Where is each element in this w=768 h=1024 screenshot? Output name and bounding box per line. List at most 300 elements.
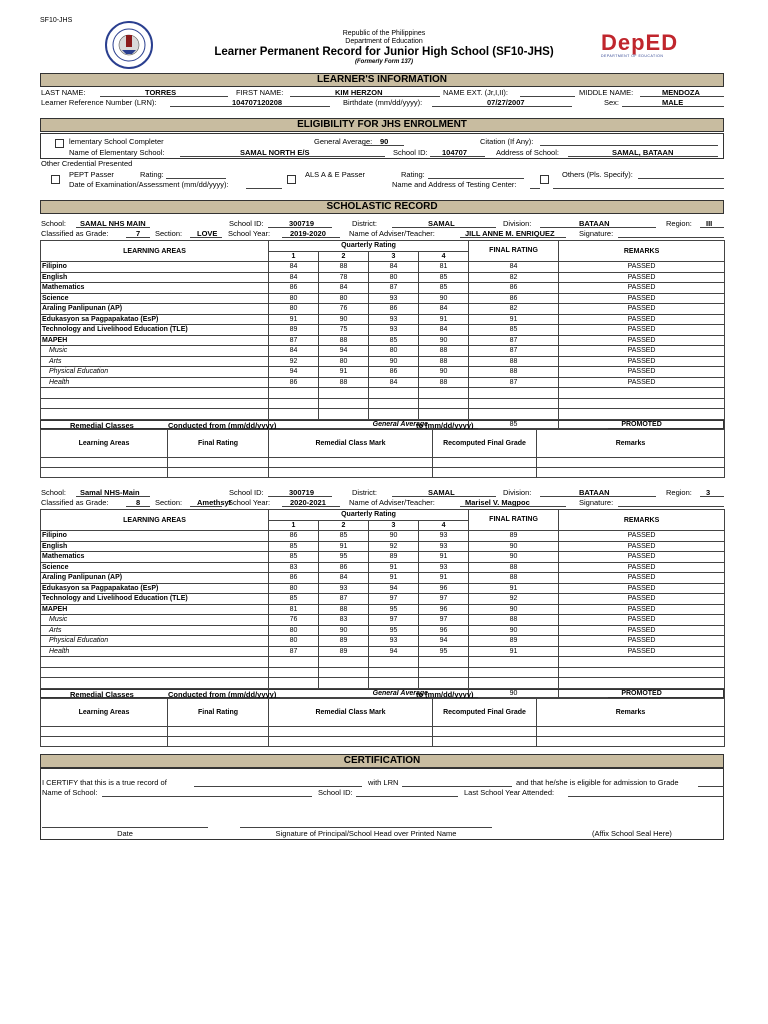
subject-name: MAPEH bbox=[41, 604, 269, 615]
subject-name: Music bbox=[41, 615, 269, 626]
quarter-grade: 88 bbox=[319, 262, 369, 273]
exam-date-label: Date of Examination/Assessment (mm/dd/yyyy): bbox=[69, 180, 229, 189]
quarter-grade: 78 bbox=[319, 272, 369, 283]
subject-name: Technology and Livelihood Education (TLE) bbox=[41, 594, 269, 605]
lrn-label: Learner Reference Number (LRN): bbox=[41, 98, 157, 107]
subject-name: Arts bbox=[41, 625, 269, 636]
lrn-value: 104707120208 bbox=[232, 98, 283, 107]
final-grade: 86 bbox=[469, 293, 559, 304]
region-value: 3 bbox=[706, 488, 711, 497]
middle-name-label: MIDDLE NAME: bbox=[579, 88, 634, 97]
eligibility-header: ELIGIBILITY FOR JHS ENROLMENT bbox=[40, 118, 724, 132]
final-grade: 88 bbox=[469, 356, 559, 367]
subject-name: Mathematics bbox=[41, 283, 269, 294]
school-id-value: 300719 bbox=[289, 219, 315, 228]
elem-school-label: Name of Elementary School: bbox=[69, 148, 165, 157]
quarter-grade: 95 bbox=[319, 552, 369, 563]
testing-center-label: Name and Address of Testing Center: bbox=[392, 180, 517, 189]
middle-name-value: MENDOZA bbox=[662, 88, 700, 97]
school-value: SAMAL NHS MAIN bbox=[80, 219, 146, 228]
grade-row bbox=[41, 283, 725, 294]
pept-label: PEPT Passer bbox=[69, 170, 114, 179]
last-sy-label: Last School Year Attended: bbox=[464, 788, 555, 797]
grades-table: LEARNING AREAS Quarterly Rating FINAL RATING REMARKS 1 2 3 4 Filipino 84 88 84 81 84 PASSED English 84 78 80 85 82 PASSED Mathematics 86 84 87 85 86 PASSED Science 80 80 93 90 86 PASSED Araling Panlipunan (AP) 80 76 86 84 82 PASSED Edukasyon sa Pagpapakatao (EsP) 91 90 93 91 91 PASSED Technology and Livelihood Education (TLE) 89 75 93 84 85 PASSED MAPEH 87 88 85 90 87 PASSED Music 84 94 80 88 87 PASSED Arts 92 80 90 88 88 PASSED Physical Education 94 91 86 90 88 PASSED Health 86 88 84 88 87 PASSED General Average 85 PROMOTED bbox=[40, 240, 725, 430]
quarter-grade: 91 bbox=[369, 573, 419, 584]
general-average-value: 85 bbox=[469, 419, 559, 430]
grade-row bbox=[41, 636, 725, 647]
final-grade: 88 bbox=[469, 562, 559, 573]
school-label: School: bbox=[41, 488, 67, 497]
quarter-grade: 81 bbox=[419, 262, 469, 273]
to-label: to (mm/dd/yyyy) bbox=[416, 690, 474, 699]
quarter-grade: 87 bbox=[269, 646, 319, 657]
school-seal-label: (Affix School Seal Here) bbox=[592, 829, 672, 838]
quarter-grade: 86 bbox=[269, 573, 319, 584]
remedial-table: Learning Areas Final Rating Remedial Class Mark Recomputed Final Grade Remarks bbox=[40, 429, 725, 478]
quarter-grade: 92 bbox=[369, 541, 419, 552]
quarter-grade: 93 bbox=[369, 293, 419, 304]
final-grade: 90 bbox=[469, 625, 559, 636]
subject-name: Science bbox=[41, 562, 269, 573]
with-lrn-text: with LRN bbox=[368, 778, 399, 787]
subject-remarks: PASSED bbox=[559, 325, 725, 336]
quarter-grade: 88 bbox=[319, 335, 369, 346]
final-grade: 90 bbox=[469, 604, 559, 615]
quarter-grade: 93 bbox=[419, 562, 469, 573]
final-grade: 82 bbox=[469, 304, 559, 315]
quarter-grade: 85 bbox=[269, 594, 319, 605]
subject-remarks: PASSED bbox=[559, 541, 725, 552]
grade-row bbox=[41, 573, 725, 584]
quarter-grade: 86 bbox=[269, 377, 319, 388]
learner-info-header: LEARNER'S INFORMATION bbox=[40, 73, 724, 87]
quarter-grade: 93 bbox=[419, 541, 469, 552]
grades-table: LEARNING AREAS Quarterly Rating FINAL RATING REMARKS 1 2 3 4 Filipino 86 85 90 93 89 PASSED English 85 91 92 93 90 PASSED Mathematics 85 95 89 91 90 PASSED Science 83 86 91 93 88 PASSED Araling Panlipunan (AP) 86 84 91 91 88 PASSED Edukasyon sa Pagpapakatao (EsP) 80 93 94 96 91 PASSED Technology and Livelihood Education (TLE) 85 87 97 97 92 PASSED MAPEH 81 88 95 96 90 PASSED Music 76 83 97 97 88 PASSED Arts 80 90 95 96 90 PASSED Physical Education 80 89 93 94 89 PASSED Health 87 89 94 95 91 PASSED General Average 90 PROMOTED bbox=[40, 509, 725, 699]
school-id-label: School ID: bbox=[393, 148, 428, 157]
quarter-grade: 84 bbox=[369, 262, 419, 273]
final-grade: 92 bbox=[469, 594, 559, 605]
form-subtitle: (Formerly Form 137) bbox=[354, 59, 414, 65]
others-checkbox[interactable] bbox=[540, 175, 549, 184]
general-average-value: 90 bbox=[469, 688, 559, 699]
region-label: Region: bbox=[666, 219, 692, 228]
quarter-grade: 90 bbox=[369, 531, 419, 542]
final-grade: 91 bbox=[469, 583, 559, 594]
grade-row bbox=[41, 604, 725, 615]
conducted-label: Conducted from (mm/dd/yyyy) bbox=[168, 421, 277, 430]
sex-value: MALE bbox=[662, 98, 684, 107]
birthdate-label: Birthdate (mm/dd/yyyy): bbox=[343, 98, 423, 107]
grade-value: 7 bbox=[136, 229, 141, 238]
quarter-grade: 95 bbox=[419, 646, 469, 657]
cert-date-label: Date bbox=[117, 829, 133, 838]
grade-row bbox=[41, 272, 725, 283]
to-label: to (mm/dd/yyyy) bbox=[416, 421, 474, 430]
remarks-header: REMARKS bbox=[559, 241, 725, 262]
subject-remarks: PASSED bbox=[559, 304, 725, 315]
grade-label: Classified as Grade: bbox=[41, 498, 109, 507]
final-grade: 84 bbox=[469, 262, 559, 273]
first-name-value: KIM HERZON bbox=[335, 88, 383, 97]
quarter-grade: 84 bbox=[319, 283, 369, 294]
adviser-label: Name of Adviser/Teacher: bbox=[349, 498, 435, 507]
subject-name: Edukasyon sa Pagpapakatao (EsP) bbox=[41, 314, 269, 325]
final-rating-header: FINAL RATING bbox=[469, 510, 559, 531]
section-label: Section: bbox=[155, 498, 183, 507]
quarter-grade: 84 bbox=[269, 272, 319, 283]
quarter-grade: 91 bbox=[269, 314, 319, 325]
quarter-grade: 86 bbox=[369, 304, 419, 315]
deped-seal bbox=[104, 20, 154, 70]
deped-logo: DepED DEPARTMENT OF EDUCATION bbox=[601, 30, 679, 58]
grade-row bbox=[41, 531, 725, 542]
quarter-grade: 91 bbox=[419, 314, 469, 325]
quarter-grade: 83 bbox=[269, 562, 319, 573]
quarter-grade: 96 bbox=[419, 583, 469, 594]
name-ext-label: NAME EXT. (Jr,I,II): bbox=[443, 88, 509, 97]
subject-remarks: PASSED bbox=[559, 625, 725, 636]
subject-remarks: PASSED bbox=[559, 283, 725, 294]
quarter-grade: 96 bbox=[419, 604, 469, 615]
subject-remarks: PASSED bbox=[559, 646, 725, 657]
quarter-grade: 84 bbox=[419, 304, 469, 315]
school-id-value: 300719 bbox=[289, 488, 315, 497]
certification-header: CERTIFICATION bbox=[40, 754, 724, 768]
subject-remarks: PASSED bbox=[559, 335, 725, 346]
quarter-grade: 84 bbox=[369, 377, 419, 388]
quarter-grade: 94 bbox=[369, 583, 419, 594]
last-name-value: TORRES bbox=[145, 88, 177, 97]
grade-row bbox=[41, 304, 725, 315]
quarter-grade: 94 bbox=[419, 636, 469, 647]
elem-completer-checkbox[interactable] bbox=[55, 139, 64, 148]
subject-remarks: PASSED bbox=[559, 562, 725, 573]
department-text: Department of Education bbox=[345, 38, 423, 45]
certify-text: I CERTIFY that this is a true record of bbox=[42, 778, 167, 787]
eligible-text: and that he/she is eligible for admission to Grade bbox=[516, 778, 679, 787]
quarter-grade: 93 bbox=[319, 583, 369, 594]
quarter-grade: 87 bbox=[319, 594, 369, 605]
quarter-grade: 90 bbox=[369, 356, 419, 367]
subject-remarks: PASSED bbox=[559, 636, 725, 647]
als-rating-label: Rating: bbox=[401, 170, 425, 179]
division-value: BATAAN bbox=[579, 488, 610, 497]
subject-name: Health bbox=[41, 377, 269, 388]
subject-remarks: PASSED bbox=[559, 573, 725, 584]
quarter-grade: 90 bbox=[419, 367, 469, 378]
quarter-grade: 76 bbox=[269, 615, 319, 626]
quarter-grade: 85 bbox=[419, 272, 469, 283]
school-id-value: 104707 bbox=[442, 148, 468, 157]
subject-remarks: PASSED bbox=[559, 615, 725, 626]
remedial-label: Remedial Classes bbox=[70, 690, 134, 699]
subject-name: Mathematics bbox=[41, 552, 269, 563]
quarter-grade: 76 bbox=[319, 304, 369, 315]
quarter-grade: 91 bbox=[419, 573, 469, 584]
subject-name: Araling Panlipunan (AP) bbox=[41, 304, 269, 315]
learning-areas-header: LEARNING AREAS bbox=[41, 510, 269, 531]
quarter-grade: 97 bbox=[419, 615, 469, 626]
quarter-grade: 86 bbox=[369, 367, 419, 378]
quarter-grade: 87 bbox=[369, 283, 419, 294]
grade-row bbox=[41, 335, 725, 346]
conducted-label: Conducted from (mm/dd/yyyy) bbox=[168, 690, 277, 699]
subject-remarks: PASSED bbox=[559, 293, 725, 304]
quarter-grade: 93 bbox=[419, 531, 469, 542]
final-grade: 86 bbox=[469, 283, 559, 294]
district-label: District: bbox=[352, 219, 377, 228]
form-code: SF10-JHS bbox=[40, 17, 73, 24]
cert-signature-label: Signature of Principal/School Head over Printed Name bbox=[275, 829, 457, 838]
grade-row bbox=[41, 262, 725, 273]
school-year-label: School Year: bbox=[228, 229, 271, 238]
district-value: SAMAL bbox=[428, 488, 455, 497]
address-label: Address of School: bbox=[496, 148, 559, 157]
final-grade: 87 bbox=[469, 346, 559, 357]
subject-name: English bbox=[41, 541, 269, 552]
quarter-grade: 85 bbox=[269, 552, 319, 563]
quarterly-header: Quarterly Rating bbox=[269, 241, 469, 252]
school-label: School: bbox=[41, 219, 67, 228]
birthdate-value: 07/27/2007 bbox=[487, 98, 525, 107]
final-grade: 88 bbox=[469, 573, 559, 584]
gen-avg-label: General Average: bbox=[314, 137, 373, 146]
final-grade: 90 bbox=[469, 552, 559, 563]
address-value: SAMAL, BATAAN bbox=[612, 148, 674, 157]
quarter-grade: 90 bbox=[319, 314, 369, 325]
quarter-grade: 89 bbox=[319, 636, 369, 647]
final-grade: 82 bbox=[469, 272, 559, 283]
grade-row bbox=[41, 314, 725, 325]
quarter-grade: 80 bbox=[369, 346, 419, 357]
subject-remarks: PASSED bbox=[559, 604, 725, 615]
pept-rating-label: Rating: bbox=[140, 170, 164, 179]
quarter-grade: 88 bbox=[419, 346, 469, 357]
quarter-grade: 80 bbox=[319, 293, 369, 304]
quarter-grade: 95 bbox=[369, 625, 419, 636]
subject-remarks: PASSED bbox=[559, 346, 725, 357]
last-name-label: LAST NAME: bbox=[41, 88, 86, 97]
quarter-grade: 88 bbox=[419, 356, 469, 367]
quarter-grade: 92 bbox=[269, 356, 319, 367]
quarter-grade: 91 bbox=[369, 562, 419, 573]
final-rating-header: FINAL RATING bbox=[469, 241, 559, 262]
grade-row bbox=[41, 293, 725, 304]
section-value: Amethsyt bbox=[197, 498, 232, 507]
quarter-grade: 80 bbox=[269, 625, 319, 636]
grade-row bbox=[41, 367, 725, 378]
subject-remarks: PASSED bbox=[559, 594, 725, 605]
quarter-grade: 75 bbox=[319, 325, 369, 336]
form-title: Learner Permanent Record for Junior High School (SF10-JHS) bbox=[214, 46, 554, 58]
grade-row bbox=[41, 583, 725, 594]
cert-school-id-label: School ID: bbox=[318, 788, 353, 797]
scholastic-header: SCHOLASTIC RECORD bbox=[40, 200, 724, 214]
quarter-grade: 83 bbox=[319, 615, 369, 626]
others-label: Others (Pls. Specify): bbox=[562, 170, 633, 179]
final-grade: 91 bbox=[469, 646, 559, 657]
quarter-grade: 86 bbox=[269, 531, 319, 542]
quarter-grade: 90 bbox=[319, 625, 369, 636]
subject-name: MAPEH bbox=[41, 335, 269, 346]
quarter-grade: 80 bbox=[269, 583, 319, 594]
citation-label: Citation (If Any): bbox=[480, 137, 534, 146]
subject-remarks: PASSED bbox=[559, 552, 725, 563]
remedial-table: Learning Areas Final Rating Remedial Class Mark Recomputed Final Grade Remarks bbox=[40, 698, 725, 747]
final-grade: 87 bbox=[469, 335, 559, 346]
grade-row bbox=[41, 594, 725, 605]
subject-name: Arts bbox=[41, 356, 269, 367]
quarter-grade: 84 bbox=[269, 262, 319, 273]
promotion-remarks: PROMOTED bbox=[559, 688, 725, 699]
division-label: Division: bbox=[503, 488, 532, 497]
sex-label: Sex: bbox=[604, 98, 620, 107]
subject-name: Physical Education bbox=[41, 636, 269, 647]
quarter-grade: 80 bbox=[319, 356, 369, 367]
quarter-grade: 88 bbox=[419, 377, 469, 388]
subject-name: Araling Panlipunan (AP) bbox=[41, 573, 269, 584]
quarter-grade: 85 bbox=[369, 335, 419, 346]
grade-row bbox=[41, 346, 725, 357]
subject-name: Filipino bbox=[41, 262, 269, 273]
school-year-value: 2019-2020 bbox=[290, 229, 326, 238]
district-value: SAMAL bbox=[428, 219, 455, 228]
first-name-label: FIRST NAME: bbox=[236, 88, 284, 97]
section-label: Section: bbox=[155, 229, 183, 238]
subject-remarks: PASSED bbox=[559, 262, 725, 273]
quarter-grade: 97 bbox=[419, 594, 469, 605]
quarter-grade: 91 bbox=[319, 367, 369, 378]
final-grade: 85 bbox=[469, 325, 559, 336]
subject-name: Physical Education bbox=[41, 367, 269, 378]
grade-row bbox=[41, 325, 725, 336]
republic-text: Republic of the Philippines bbox=[342, 30, 426, 37]
adviser-value: JILL ANNE M. ENRIQUEZ bbox=[465, 229, 555, 238]
quarter-grade: 86 bbox=[269, 283, 319, 294]
region-label: Region: bbox=[666, 488, 692, 497]
quarter-grade: 84 bbox=[269, 346, 319, 357]
subject-remarks: PASSED bbox=[559, 583, 725, 594]
quarter-grade: 93 bbox=[369, 314, 419, 325]
quarter-grade: 85 bbox=[319, 531, 369, 542]
final-grade: 89 bbox=[469, 531, 559, 542]
quarter-grade: 88 bbox=[319, 377, 369, 388]
grade-row bbox=[41, 541, 725, 552]
quarter-grade: 80 bbox=[269, 304, 319, 315]
gen-avg-value: 90 bbox=[380, 137, 389, 146]
subject-remarks: PASSED bbox=[559, 272, 725, 283]
other-credential-label: Other Credential Presented bbox=[41, 159, 133, 168]
quarter-grade: 89 bbox=[319, 646, 369, 657]
quarter-grade: 84 bbox=[319, 573, 369, 584]
grade-row bbox=[41, 377, 725, 388]
quarter-grade: 85 bbox=[269, 541, 319, 552]
subject-name: Edukasyon sa Pagpapakatao (EsP) bbox=[41, 583, 269, 594]
district-label: District: bbox=[352, 488, 377, 497]
section-value: LOVE bbox=[197, 229, 218, 238]
quarter-grade: 89 bbox=[269, 325, 319, 336]
cert-school-label: Name of School: bbox=[42, 788, 98, 797]
grade-row bbox=[41, 625, 725, 636]
final-grade: 89 bbox=[469, 636, 559, 647]
quarter-grade: 90 bbox=[419, 335, 469, 346]
quarter-grade: 91 bbox=[419, 552, 469, 563]
quarter-grade: 90 bbox=[419, 293, 469, 304]
division-value: BATAAN bbox=[579, 219, 610, 228]
quarter-grade: 91 bbox=[319, 541, 369, 552]
quarter-grade: 94 bbox=[369, 646, 419, 657]
subject-remarks: PASSED bbox=[559, 531, 725, 542]
grade-row bbox=[41, 646, 725, 657]
quarter-grade: 93 bbox=[369, 325, 419, 336]
final-grade: 87 bbox=[469, 377, 559, 388]
als-label: ALS A & E Passer bbox=[305, 170, 366, 179]
grade-row bbox=[41, 615, 725, 626]
grade-row bbox=[41, 562, 725, 573]
signature-label: Signature: bbox=[579, 229, 614, 238]
quarterly-header: Quarterly Rating bbox=[269, 510, 469, 521]
school-id-label: School ID: bbox=[229, 219, 264, 228]
pept-checkbox[interactable] bbox=[51, 175, 60, 184]
school-year-label: School Year: bbox=[228, 498, 271, 507]
final-grade: 91 bbox=[469, 314, 559, 325]
school-id-label: School ID: bbox=[229, 488, 264, 497]
subject-name: Music bbox=[41, 346, 269, 357]
quarter-grade: 97 bbox=[369, 594, 419, 605]
quarter-grade: 95 bbox=[369, 604, 419, 615]
school-year-value: 2020-2021 bbox=[290, 498, 326, 507]
adviser-label: Name of Adviser/Teacher: bbox=[349, 229, 435, 238]
region-value: III bbox=[706, 219, 713, 228]
grade-value: 8 bbox=[136, 498, 141, 507]
quarter-grade: 80 bbox=[369, 272, 419, 283]
final-grade: 88 bbox=[469, 615, 559, 626]
quarter-grade: 86 bbox=[319, 562, 369, 573]
quarter-grade: 84 bbox=[419, 325, 469, 336]
subject-name: Technology and Livelihood Education (TLE) bbox=[41, 325, 269, 336]
final-grade: 90 bbox=[469, 541, 559, 552]
signature-label: Signature: bbox=[579, 498, 614, 507]
adviser-value: Marisel V. Magpoc bbox=[465, 498, 530, 507]
remarks-header: REMARKS bbox=[559, 510, 725, 531]
general-average-label: General Average bbox=[269, 688, 469, 699]
quarter-grade: 89 bbox=[369, 552, 419, 563]
quarter-grade: 94 bbox=[269, 367, 319, 378]
school-value: Samal NHS-Main bbox=[80, 488, 140, 497]
subject-remarks: PASSED bbox=[559, 356, 725, 367]
general-average-label: General Average bbox=[269, 419, 469, 430]
grade-label: Classified as Grade: bbox=[41, 229, 109, 238]
remedial-label: Remedial Classes bbox=[70, 421, 134, 430]
promotion-remarks: PROMOTED bbox=[559, 419, 725, 430]
quarter-grade: 85 bbox=[419, 283, 469, 294]
subject-name: Health bbox=[41, 646, 269, 657]
division-label: Division: bbox=[503, 219, 532, 228]
subject-remarks: PASSED bbox=[559, 367, 725, 378]
elem-completer-label: lementary School Completer bbox=[69, 137, 164, 146]
final-grade: 88 bbox=[469, 367, 559, 378]
quarter-grade: 88 bbox=[319, 604, 369, 615]
subject-remarks: PASSED bbox=[559, 314, 725, 325]
subject-name: Filipino bbox=[41, 531, 269, 542]
subject-name: Science bbox=[41, 293, 269, 304]
quarter-grade: 97 bbox=[369, 615, 419, 626]
grade-row bbox=[41, 356, 725, 367]
als-checkbox[interactable] bbox=[287, 175, 296, 184]
quarter-grade: 80 bbox=[269, 636, 319, 647]
quarter-grade: 80 bbox=[269, 293, 319, 304]
quarter-grade: 81 bbox=[269, 604, 319, 615]
